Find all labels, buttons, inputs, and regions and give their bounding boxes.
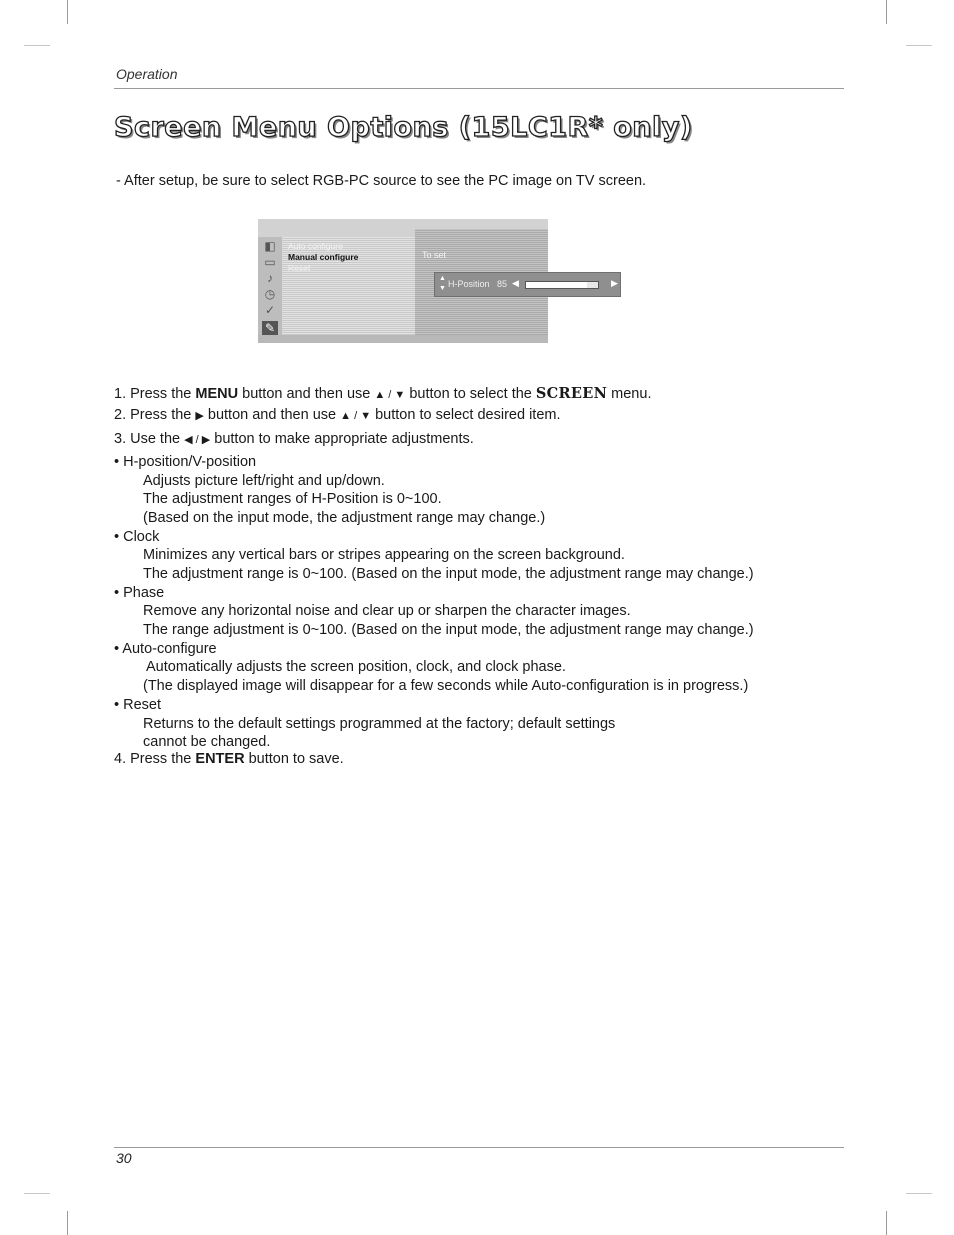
step-text: 3. Use the xyxy=(114,431,185,447)
step-text: 1. Press the xyxy=(114,386,196,402)
step-text: button and then use xyxy=(203,407,341,423)
osd-slider xyxy=(434,272,621,297)
footer-rule xyxy=(114,1147,844,1148)
item-description: Returns to the default settings programmed at the factory; default settings xyxy=(143,716,616,732)
crop-mark xyxy=(24,45,50,46)
osd-slider-track xyxy=(525,281,599,289)
slash-separator: / xyxy=(385,389,395,401)
picture-icon: ◧ xyxy=(264,239,276,253)
item-heading: • Clock xyxy=(114,529,160,545)
down-arrow-icon: ▼ xyxy=(360,410,372,422)
osd-menu-reset: Reset xyxy=(288,263,311,273)
section-label: Operation xyxy=(116,66,178,82)
left-arrow-icon: ◀ xyxy=(512,278,519,288)
page-title: Screen Menu Options (15LC1R* only) xyxy=(114,112,693,143)
step-text: 2. Press the xyxy=(114,407,196,423)
step-text: 4. Press the xyxy=(114,751,196,767)
step-3 xyxy=(114,430,474,450)
up-arrow-icon: ▲ xyxy=(340,410,352,422)
right-arrow-icon: ▶ xyxy=(611,278,618,288)
slash-separator: / xyxy=(351,410,361,422)
step-text: button to save. xyxy=(244,751,344,767)
osd-icon-column xyxy=(258,237,282,343)
crop-mark xyxy=(886,1211,887,1235)
step-text: button to select desired item. xyxy=(371,407,561,423)
crop-mark xyxy=(67,0,68,24)
item-description: Minimizes any vertical bars or stripes appearing on the screen background. xyxy=(143,547,625,563)
step-text: menu. xyxy=(607,386,652,402)
right-arrow-icon: ▶ xyxy=(201,434,211,446)
item-description: cannot be changed. xyxy=(143,734,271,750)
crop-mark xyxy=(24,1193,50,1194)
page-number: 30 xyxy=(116,1150,132,1166)
osd-slider-label: H-Position xyxy=(448,279,490,289)
crop-mark xyxy=(906,45,932,46)
step-1 xyxy=(114,384,651,405)
step-text: button to select the xyxy=(405,386,536,402)
item-heading: • Auto-configure xyxy=(114,641,217,657)
step-text: button and then use xyxy=(238,386,375,402)
screen-menu-label: SCREEN xyxy=(535,385,608,402)
item-description: Automatically adjusts the screen position, clock, and clock phase. xyxy=(146,659,566,675)
osd-submenu-label: To set xyxy=(422,250,447,260)
item-heading: • H-position/V-position xyxy=(114,454,257,470)
crop-mark xyxy=(886,0,887,24)
step-2 xyxy=(114,406,560,426)
screen-icon: ▭ xyxy=(264,255,276,269)
osd-slider-fill xyxy=(526,282,587,288)
right-arrow-icon: ▶ xyxy=(195,410,204,422)
osd-menu-auto-configure: Auto configure xyxy=(288,241,343,251)
setup-icon: ✎ xyxy=(262,321,278,335)
slash-separator: / xyxy=(192,434,202,446)
item-description: The adjustment ranges of H-Position is 0~100. xyxy=(143,491,442,507)
osd-slider-value: 85 xyxy=(497,279,508,289)
item-description: Remove any horizontal noise and clear up or sharpen the character images. xyxy=(143,603,631,619)
osd-menu-manual-configure: Manual configure xyxy=(288,252,359,262)
sound-icon: ♪ xyxy=(267,271,273,285)
up-down-arrows-icon: ▲ ▼ xyxy=(439,275,446,292)
item-heading: • Phase xyxy=(114,585,165,601)
down-arrow-icon: ▼ xyxy=(394,389,406,401)
crop-mark xyxy=(67,1211,68,1235)
item-description: (The displayed image will disappear for a few seconds while Auto-configuration is in progress.) xyxy=(143,678,749,694)
item-description: (Based on the input mode, the adjustment range may change.) xyxy=(143,510,546,526)
item-description: The range adjustment is 0~100. (Based on the input mode, the adjustment range may change.) xyxy=(143,622,754,638)
up-arrow-icon: ▲ xyxy=(374,389,386,401)
option-icon: ✓ xyxy=(264,303,276,317)
item-description: The adjustment range is 0~100. (Based on the input mode, the adjustment range may change.) xyxy=(143,566,754,582)
crop-mark xyxy=(906,1193,932,1194)
enter-button-label: ENTER xyxy=(195,751,245,767)
item-description: Adjusts picture left/right and up/down. xyxy=(143,473,385,489)
intro-text: - After setup, be sure to select RGB-PC source to see the PC image on TV screen. xyxy=(116,173,647,189)
step-text: button to make appropriate adjustments. xyxy=(210,431,474,447)
step-4 xyxy=(114,750,344,769)
osd-bottom-bar xyxy=(258,335,548,343)
menu-button-label: MENU xyxy=(195,386,239,402)
left-arrow-icon: ◀ xyxy=(184,434,193,446)
time-icon: ◷ xyxy=(264,287,276,301)
item-heading: • Reset xyxy=(114,697,161,713)
header-rule xyxy=(114,88,844,89)
